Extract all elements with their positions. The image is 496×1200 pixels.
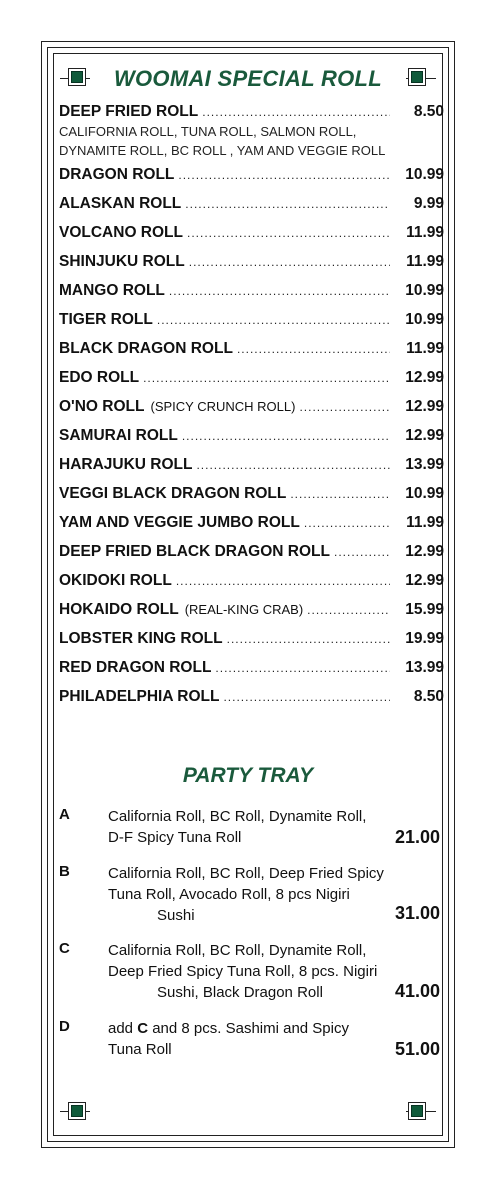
item-price: 10.99 <box>405 282 444 299</box>
tray-line: Sushi, Black Dragon Roll <box>157 984 323 1001</box>
item-name: TIGER ROLL <box>59 311 153 328</box>
item-name: DRAGON ROLL <box>59 166 175 183</box>
item-name: VEGGI BLACK DRAGON ROLL <box>59 485 287 502</box>
item-name: HOKAIDO ROLL <box>59 601 179 618</box>
item-name: OKIDOKI ROLL <box>59 572 172 589</box>
item-description: CALIFORNIA ROLL, TUNA ROLL, SALMON ROLL, <box>59 124 357 139</box>
leader-dots <box>304 516 390 530</box>
menu-item <box>59 166 444 195</box>
menu-item <box>59 340 444 369</box>
item-price: 11.99 <box>406 514 444 531</box>
item-name: RED DRAGON ROLL <box>59 659 212 676</box>
tray-letter: C <box>59 940 70 957</box>
menu-item <box>59 253 444 282</box>
menu-item <box>59 369 444 398</box>
leader-dots <box>176 574 390 588</box>
menu-item <box>59 630 444 659</box>
roll-menu <box>59 103 444 717</box>
menu-item <box>59 195 444 224</box>
tray-description <box>108 806 366 848</box>
item-note: (SPICY CRUNCH ROLL) <box>150 399 296 414</box>
leader-dots <box>290 487 390 501</box>
tray-letter: D <box>59 1018 70 1035</box>
item-name: MANGO ROLL <box>59 282 165 299</box>
item-name: EDO ROLL <box>59 369 140 386</box>
leader-dots <box>307 603 390 617</box>
item-price: 12.99 <box>405 427 444 444</box>
leader-dots <box>223 690 390 704</box>
tray-option-b <box>59 863 444 933</box>
item-name: LOBSTER KING ROLL <box>59 630 223 647</box>
tray-line: Tuna Roll <box>108 1041 172 1058</box>
leader-dots <box>215 661 390 675</box>
leader-dots <box>189 255 390 269</box>
leader-dots <box>202 105 390 119</box>
menu-item <box>59 427 444 456</box>
tray-description <box>108 940 377 1003</box>
item-price: 9.99 <box>413 195 444 212</box>
item-price: 8.50 <box>413 688 444 705</box>
party-tray-title: PARTY TRAY <box>182 764 314 787</box>
tray-price: 31.00 <box>394 903 440 923</box>
tray-option-d <box>59 1018 444 1068</box>
leader-dots <box>169 284 390 298</box>
tray-line: Tuna Roll, Avocado Roll, 8 pcs Nigiri <box>108 886 350 903</box>
section-title: WOOMAI SPECIAL ROLL <box>113 66 383 91</box>
menu-item <box>59 514 444 543</box>
menu-item <box>59 485 444 514</box>
menu-item <box>59 543 444 572</box>
item-name: DEEP FRIED BLACK DRAGON ROLL <box>59 543 330 560</box>
tray-line: California Roll, BC Roll, Dynamite Roll, <box>108 942 367 959</box>
tray-option-c <box>59 940 444 1010</box>
leader-dots <box>157 313 390 327</box>
leader-dots <box>178 168 390 182</box>
tray-option-a <box>59 806 444 866</box>
corner-ornament-bottom-right <box>408 1102 426 1120</box>
item-price: 8.50 <box>413 103 444 120</box>
menu-item <box>59 224 444 253</box>
item-name: SAMURAI ROLL <box>59 427 178 444</box>
item-price: 10.99 <box>405 311 444 328</box>
item-name: SHINJUKU ROLL <box>59 253 185 270</box>
menu-item <box>59 456 444 485</box>
menu-item <box>59 572 444 601</box>
item-name: DEEP FRIED ROLL <box>59 103 199 120</box>
tray-letter: B <box>59 863 70 880</box>
leader-dots <box>299 400 390 414</box>
menu-item <box>59 103 444 166</box>
item-name: VOLCANO ROLL <box>59 224 183 241</box>
tray-letter: A <box>59 806 70 823</box>
tray-price: 51.00 <box>394 1039 440 1059</box>
menu-item <box>59 311 444 340</box>
item-name: HARAJUKU ROLL <box>59 456 193 473</box>
item-price: 12.99 <box>405 543 444 560</box>
item-name: YAM AND VEGGIE JUMBO ROLL <box>59 514 300 531</box>
tray-line: California Roll, BC Roll, Dynamite Roll, <box>108 808 367 825</box>
item-price: 15.99 <box>405 601 444 618</box>
item-description: DYNAMITE ROLL, BC ROLL , YAM AND VEGGIE ROLL <box>59 143 386 158</box>
item-price: 12.99 <box>405 369 444 386</box>
item-price: 11.99 <box>406 253 444 270</box>
item-name: O'NO ROLL <box>59 398 145 415</box>
leader-dots <box>182 429 390 443</box>
item-name: BLACK DRAGON ROLL <box>59 340 233 357</box>
item-price: 13.99 <box>405 456 444 473</box>
item-price: 19.99 <box>405 630 444 647</box>
tray-line: Sushi <box>157 907 195 924</box>
leader-dots <box>227 632 390 646</box>
item-price: 13.99 <box>405 659 444 676</box>
item-price: 12.99 <box>405 398 444 415</box>
item-price: 10.99 <box>405 166 444 183</box>
item-price: 11.99 <box>406 340 444 357</box>
item-note: (REAL-KING CRAB) <box>184 602 304 617</box>
item-name: ALASKAN ROLL <box>59 195 182 212</box>
tray-price: 21.00 <box>394 827 440 847</box>
menu-item <box>59 398 444 427</box>
menu-item <box>59 688 444 717</box>
tray-text: and 8 pcs. Sashimi and Spicy <box>148 1020 349 1037</box>
leader-dots <box>187 226 390 240</box>
tray-line <box>108 1018 349 1039</box>
menu-item <box>59 282 444 311</box>
menu-item <box>59 601 444 630</box>
item-name: PHILADELPHIA ROLL <box>59 688 220 705</box>
leader-dots <box>143 371 390 385</box>
tray-line: California Roll, BC Roll, Deep Fried Spicy <box>108 865 384 882</box>
item-price: 12.99 <box>405 572 444 589</box>
leader-dots <box>185 197 390 211</box>
corner-ornament-bottom-left <box>68 1102 86 1120</box>
tray-description <box>108 863 384 926</box>
tray-description <box>108 1018 349 1060</box>
leader-dots <box>237 342 390 356</box>
tray-text: add <box>108 1020 138 1037</box>
menu-item <box>59 659 444 688</box>
leader-dots <box>196 458 390 472</box>
item-price: 11.99 <box>406 224 444 241</box>
item-price: 10.99 <box>405 485 444 502</box>
tray-price: 41.00 <box>394 981 440 1001</box>
tray-line: Deep Fried Spicy Tuna Roll, 8 pcs. Nigiri <box>108 963 378 980</box>
tray-line: D-F Spicy Tuna Roll <box>108 829 242 846</box>
leader-dots <box>334 545 390 559</box>
tray-bold-letter: C <box>137 1020 149 1037</box>
